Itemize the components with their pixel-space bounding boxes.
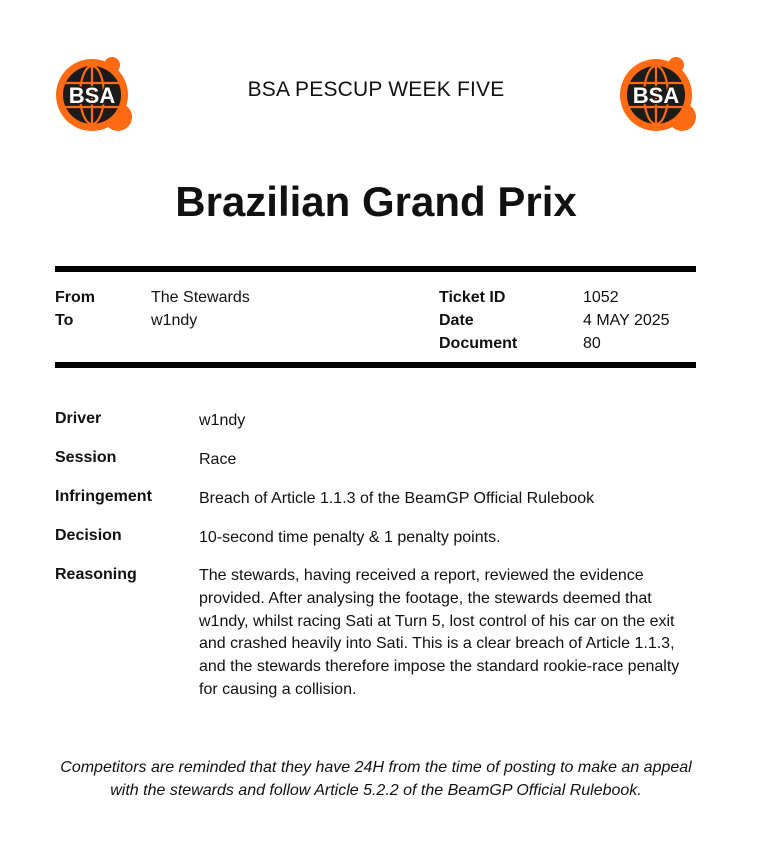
- date-label: Date: [439, 312, 474, 329]
- document-label: Document: [439, 335, 518, 352]
- driver-value: w1ndy: [199, 412, 246, 429]
- from-value: The Stewards: [151, 289, 250, 306]
- to-value: w1ndy: [151, 312, 198, 329]
- to-label: To: [55, 312, 74, 329]
- session-label: Session: [55, 449, 117, 466]
- header-divider-bottom: [55, 362, 696, 368]
- event-title: BSA PESCUP WEEK FIVE: [247, 78, 505, 101]
- header-divider-top: [55, 266, 696, 272]
- document-value: 80: [583, 335, 601, 352]
- race-title: Brazilian Grand Prix: [175, 178, 577, 225]
- reasoning-label: Reasoning: [55, 566, 137, 583]
- decision-value: 10-second time penalty & 1 penalty points.: [199, 529, 501, 546]
- logo-text: BSA: [68, 83, 116, 108]
- reasoning-value: The stewards, having received a report, reviewed the evidence provided. After analysing the footage, the stewards deemed that w1ndy, whilst racing Sati at Turn 5, lost control of his car on the exit and crashed heavily into Sati. This is a clear breach of Article 1.1.3, and the stewards therefore impose the standard rookie-race penalty for causing a collision.: [199, 567, 680, 698]
- infringement-label: Infringement: [55, 488, 152, 505]
- infringement-value: Breach of Article 1.1.3 of the BeamGP Official Rulebook: [199, 490, 595, 507]
- date-value: 4 MAY 2025: [583, 312, 670, 329]
- decision-label: Decision: [55, 527, 122, 544]
- logo-text: BSA: [632, 83, 680, 108]
- appeal-reminder: Competitors are reminded that they have 24H from the time of posting to make an appeal with the stewards and follow Article 5.2.2 of the BeamGP Official Rulebook.: [60, 759, 692, 799]
- driver-label: Driver: [55, 410, 102, 427]
- from-label: From: [55, 289, 95, 306]
- session-value: Race: [199, 451, 237, 468]
- ticket-id-label: Ticket ID: [439, 289, 506, 306]
- ticket-id-value: 1052: [583, 289, 619, 306]
